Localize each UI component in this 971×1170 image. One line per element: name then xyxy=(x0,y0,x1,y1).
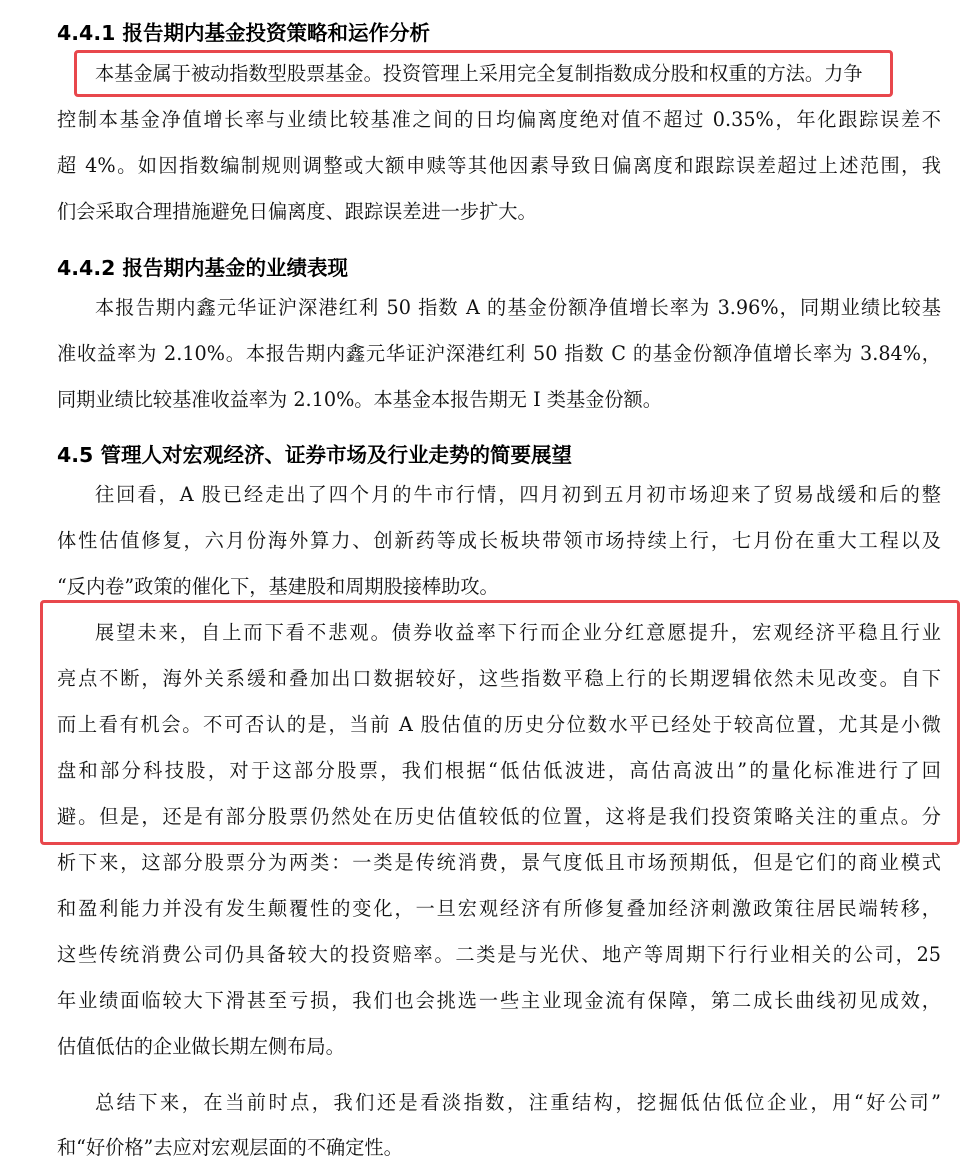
text-line: 亮点不断，海外关系缓和叠加出口数据较好，这些指数平稳上行的长期逻辑依然未见改变。自下 xyxy=(57,667,941,690)
text-line: 往回看，A 股已经走出了四个月的牛市行情，四月初到五月初市场迎来了贸易战缓和后的整 xyxy=(95,483,941,506)
text-line: 盘和部分科技股，对于这部分股票，我们根据“低估低波进，高估高波出”的量化标准进行了回 xyxy=(57,759,941,782)
text-line: 本基金属于被动指数型股票基金。投资管理上采用完全复制指数成分股和权重的方法。力争 xyxy=(95,62,863,85)
text-line: 本报告期内鑫元华证沪深港红利 50 指数 A 的基金份额净值增长率为 3.96%，同期业绩比较基 xyxy=(95,296,941,319)
text-line: 体性估值修复，六月份海外算力、创新药等成长板块带领市场持续上行，七月份在重大工程以及 xyxy=(57,529,941,552)
text-line: 而上看有机会。不可否认的是，当前 A 股估值的历史分位数水平已经处于较高位置，尤其是小微 xyxy=(57,713,941,736)
section-heading-4-4-1: 4.4.1 报告期内基金投资策略和运作分析 xyxy=(57,21,431,45)
text-line: 准收益率为 2.10%。本报告期内鑫元华证沪深港红利 50 指数 C 的基金份额净值增长率为 3.84%， xyxy=(57,342,941,365)
text-line: 和盈利能力并没有发生颠覆性的变化，一旦宏观经济有所修复叠加经济刺激政策往居民端转移， xyxy=(57,897,941,920)
text-line: 控制本基金净值增长率与业绩比较基准之间的日均偏离度绝对值不超过 0.35%，年化跟踪误差不 xyxy=(57,108,941,131)
text-line: 们会采取合理措施避免日偏离度、跟踪误差进一步扩大。 xyxy=(57,200,537,223)
text-line: 同期业绩比较基准收益率为 2.10%。本基金本报告期无 I 类基金份额。 xyxy=(57,388,662,411)
text-line: 总结下来，在当前时点，我们还是看淡指数，注重结构，挖掘低估低位企业，用“好公司” xyxy=(95,1091,941,1114)
text-line: “反内卷”政策的催化下，基建股和周期股接棒助攻。 xyxy=(57,575,499,598)
text-line: 避。但是，还是有部分股票仍然处在历史估值较低的位置，这将是我们投资策略关注的重点。分 xyxy=(57,805,941,828)
section-heading-4-4-2: 4.4.2 报告期内基金的业绩表现 xyxy=(57,256,349,280)
text-line: 和“好价格”去应对宏观层面的不确定性。 xyxy=(57,1136,403,1159)
text-line: 析下来，这部分股票分为两类：一类是传统消费，景气度低且市场预期低，但是它们的商业模式 xyxy=(57,851,941,874)
text-line: 展望未来，自上而下看不悲观。债券收益率下行而企业分红意愿提升，宏观经济平稳且行业 xyxy=(95,621,941,644)
section-heading-4-5: 4.5 管理人对宏观经济、证券市场及行业走势的简要展望 xyxy=(57,443,572,467)
text-line: 估值低估的企业做长期左侧布局。 xyxy=(57,1035,345,1058)
text-line: 超 4%。如因指数编制规则调整或大额申赎等其他因素导致日偏离度和跟踪误差超过上述范围，我 xyxy=(57,154,941,177)
text-line: 这些传统消费公司仍具备较大的投资赔率。二类是与光伏、地产等周期下行行业相关的公司，25 xyxy=(57,943,941,966)
text-line: 年业绩面临较大下滑甚至亏损，我们也会挑选一些主业现金流有保障，第二成长曲线初见成效， xyxy=(57,989,941,1012)
